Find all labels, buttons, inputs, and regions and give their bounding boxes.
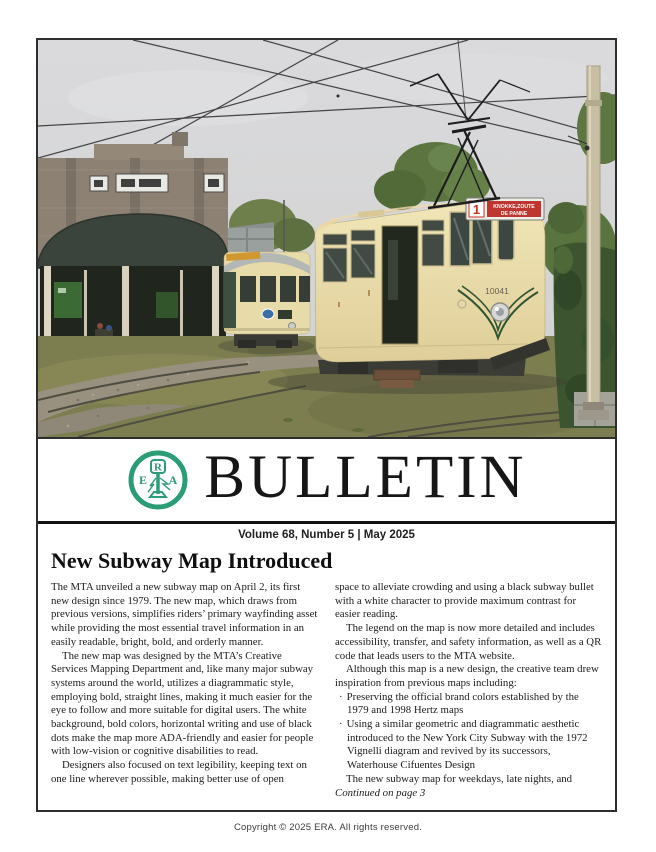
paragraph: Designers also focused on text legibility, keeping text on one line wherever possible, making better use of open [51,759,307,785]
paragraph: The new map was designed by the MTA’s Creative Services Mapping Department and, like many major subway systems around the world, utilizes a diagrammatic style, employing bold, straight lines, making it much easier for the eye to follow and more suitable for digital users. The white background, bold colors, horizontal writing and use of black dots make the map more ADA-friendly and easier for people with low-vision or cognitive disabilities to read. [51,649,314,758]
era-logo-icon [126,448,190,512]
bullet-marker: · [339,690,343,703]
logo-letter-e: E [139,473,148,487]
masthead [38,439,615,524]
content-frame [36,38,617,812]
depot-building [38,132,228,344]
destination-text-line1: KNOKKE,ZOUTE [493,204,535,210]
article-headline: New Subway Map Introduced [51,548,333,573]
paragraph: · Preserving the official brand colors established by the 1979 and 1998 Hertz maps [339,690,579,717]
paragraph: · Using a similar geometric and diagrammatic aesthetic introduced to the New York City Subway with the 1972 Vignelli diagram and revived by its successors, Waterhouse Cifuentes Design [339,718,588,772]
front-tram [315,198,550,388]
cover-photo [38,40,615,439]
paragraph: The MTA unveiled a new subway map on April 2, its first new design since 1979. The new map, which draws from previous versions, simplifies riders’ primary wayfinding asset while providing the most essential travel information in an easily readable, bright, bold, and orderly manner. [51,581,318,648]
destination-text-line2: DE PANNE [500,211,528,217]
tram-number: 10041 [485,286,509,296]
logo-letter-a: A [169,473,178,487]
column-right [335,581,602,800]
paragraph: The new subway map for weekdays, late nights, and [346,772,573,785]
route-number: 1 [472,202,481,217]
paragraph: Although this map is a new design, the creative team drew inspiration from previous maps including: [335,663,599,689]
tram-door [382,226,418,344]
bullet-marker: · [339,718,343,731]
paragraph: Continued on page 3 [335,786,426,799]
paragraph: The legend on the map is now more detailed and includes accessibility, transfer, and safety information, as well as a QR code that leads users to the MTA website. [335,622,602,662]
issue-line: Volume 68, Number 5 | May 2025 [238,529,415,541]
hedge [553,242,615,428]
logo-letter-r: R [154,461,163,474]
article [38,543,615,800]
masthead-title: BULLETIN [204,443,527,511]
column-left [51,581,318,800]
cover-photo-svg [38,40,615,437]
footer-copyright: Copyright © 2025 ERA. All rights reserved. [233,822,423,833]
rear-tram [224,252,310,348]
paragraph: space to alleviate crowding and using a black subway bullet with a white character to provide maximum contrast for easier reading. [335,581,594,621]
